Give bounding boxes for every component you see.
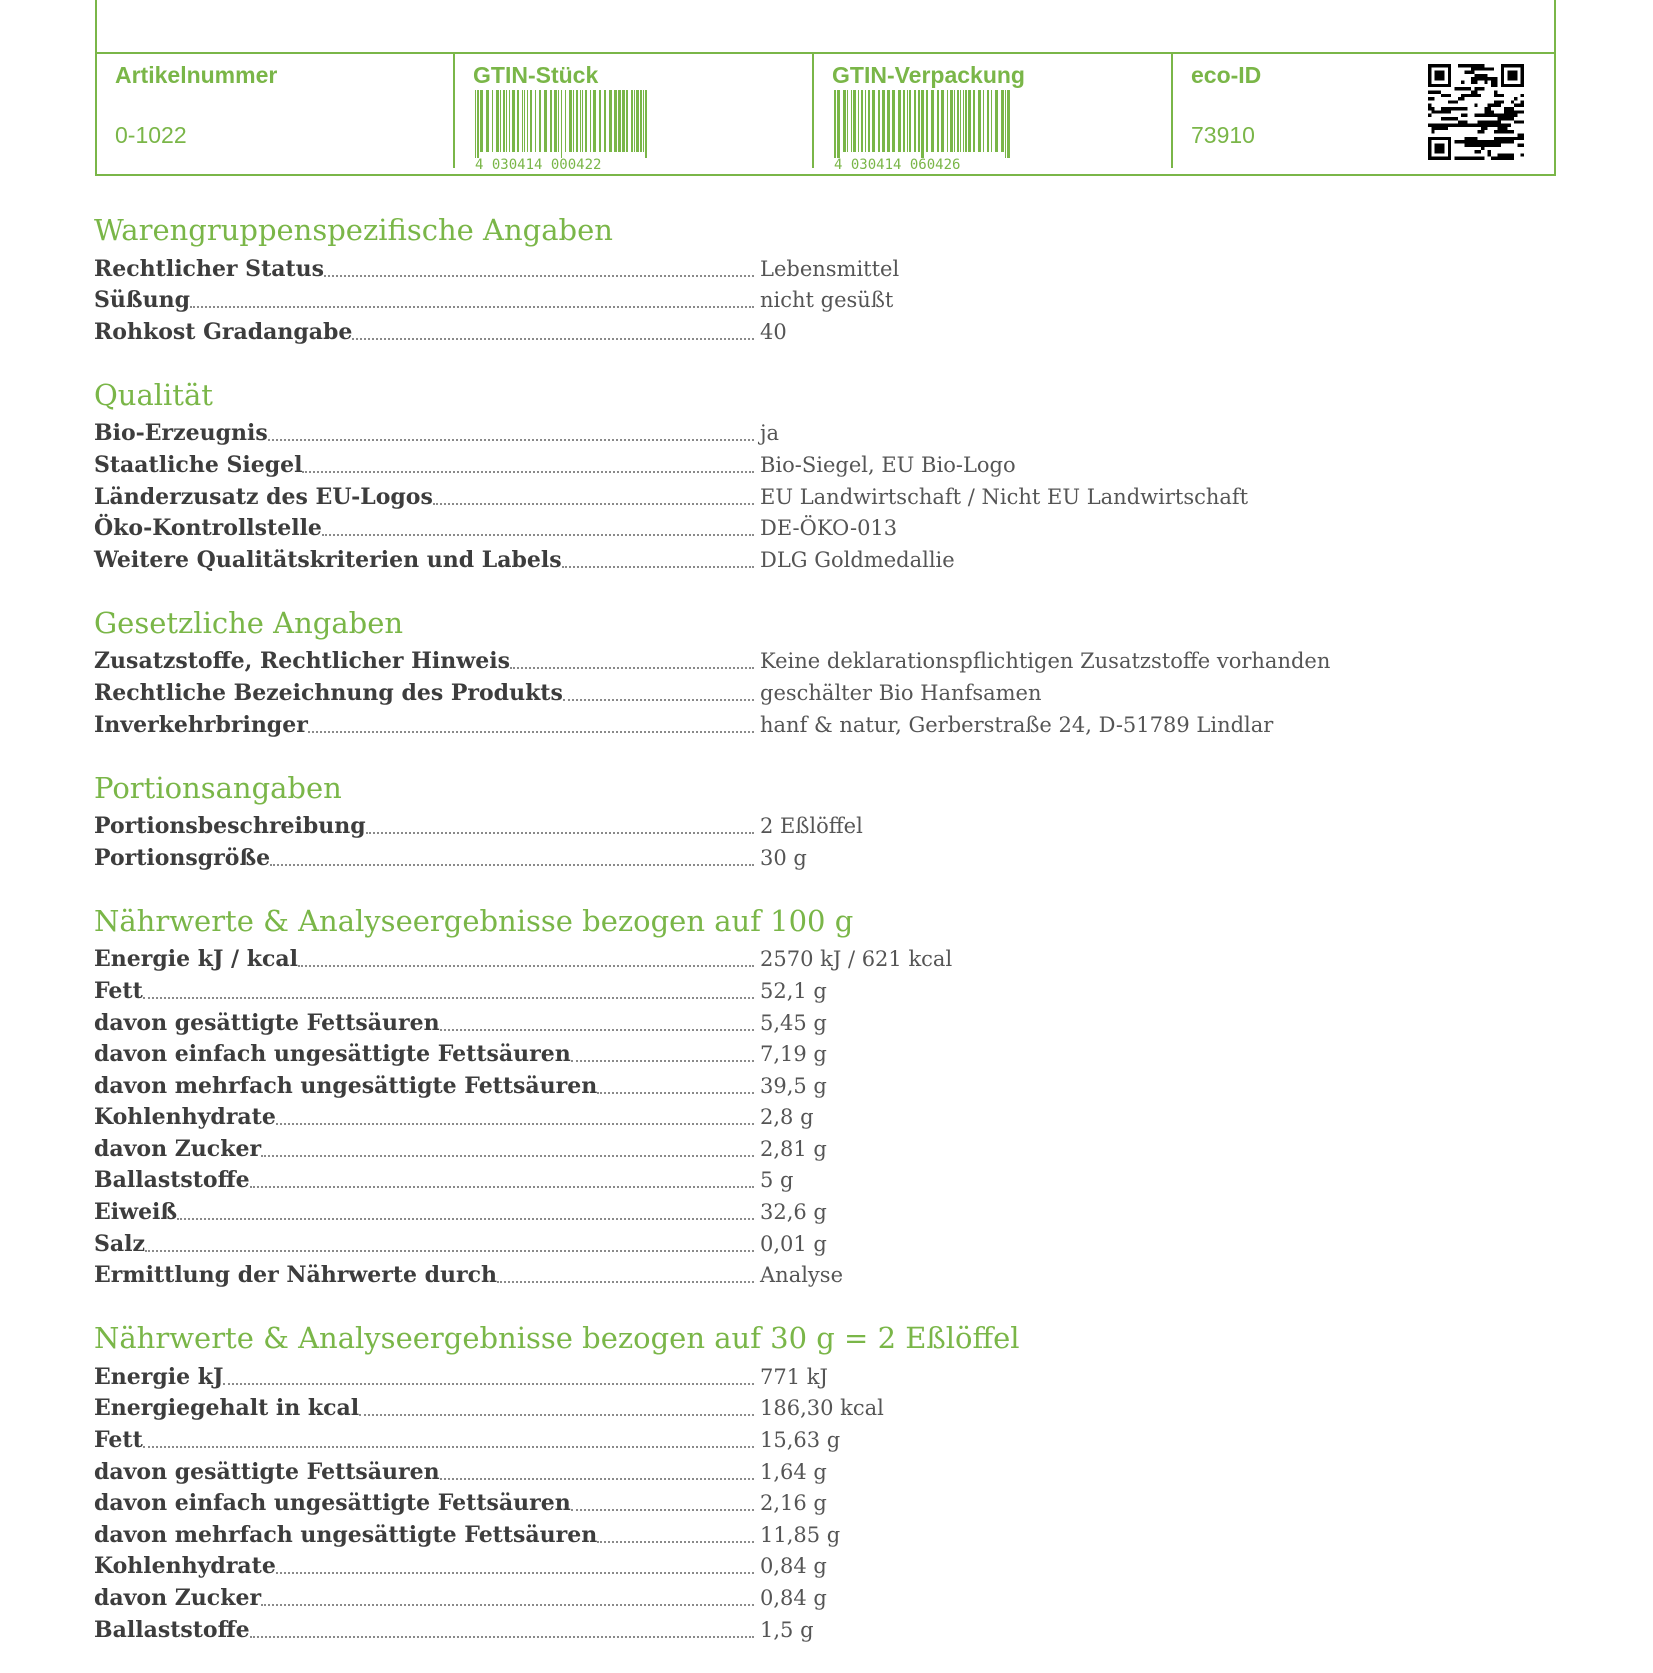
attribute-value: nicht gesüßt	[760, 288, 894, 313]
attribute-label: davon einfach ungesättigte Fettsäuren	[94, 1490, 571, 1517]
attribute-row	[94, 1485, 1514, 1517]
attribute-value: 11,85 g	[760, 1522, 841, 1547]
attribute-label: Süßung	[94, 287, 190, 314]
dot-leader	[440, 1028, 754, 1031]
attribute-value: Analyse	[760, 1263, 843, 1288]
dot-leader	[308, 730, 754, 733]
attribute-label: davon gesättigte Fettsäuren	[94, 1009, 440, 1036]
attribute-row	[94, 972, 1514, 1004]
attribute-label-wrap	[94, 420, 760, 446]
attribute-label: Länderzusatz des EU-Logos	[94, 483, 433, 510]
attribute-label-wrap	[94, 319, 760, 345]
attribute-value: 2 Eßlöffel	[760, 814, 863, 839]
attribute-label: Zusatzstoffe, Rechtlicher Hinweis	[94, 648, 510, 675]
attribute-row	[94, 706, 1514, 738]
section	[94, 1318, 1514, 1642]
ecoid-value: 73910	[1191, 122, 1255, 148]
attribute-label-wrap	[94, 484, 760, 510]
attribute-label: davon mehrfach ungesättigte Fettsäuren	[94, 1072, 598, 1099]
dot-leader	[324, 274, 754, 277]
section-title: Nährwerte & Analyseergebnisse bezogen auf 30 g = 2 Eßlöffel	[94, 1321, 1020, 1356]
attribute-label: Kohlenhydrate	[94, 1553, 276, 1580]
artikelnummer-cell	[97, 54, 455, 168]
gtin-stueck-number: 4 030414 000422	[475, 157, 602, 172]
attribute-label-wrap	[94, 1104, 760, 1130]
attribute-value: 39,5 g	[760, 1073, 827, 1098]
dot-leader	[302, 470, 754, 473]
attribute-label: Rechtliche Bezeichnung des Produkts	[94, 679, 563, 706]
dot-leader	[298, 964, 754, 967]
ecoid-label: eco-ID	[1191, 62, 1262, 88]
attribute-row	[94, 1421, 1514, 1453]
section-title: Nährwerte & Analyseergebnisse bezogen auf 100 g	[94, 903, 854, 938]
section	[94, 375, 1514, 573]
attribute-label-wrap	[94, 1167, 760, 1193]
attribute-value: 15,63 g	[760, 1428, 841, 1453]
dot-leader	[276, 1122, 754, 1125]
attribute-row	[94, 510, 1514, 542]
attribute-label: Energie kJ / kcal	[94, 946, 299, 973]
attribute-label: davon mehrfach ungesättigte Fettsäuren	[94, 1521, 598, 1548]
attribute-label-wrap	[94, 1364, 760, 1390]
attribute-label-wrap	[94, 1459, 760, 1485]
qr-code-icon	[1428, 64, 1524, 160]
attribute-label: Eiweiß	[94, 1199, 178, 1226]
section-title: Qualität	[94, 377, 213, 412]
section	[94, 603, 1514, 738]
gtin-verpackung-number: 4 030414 060426	[834, 157, 961, 172]
attribute-label-wrap	[94, 1199, 760, 1225]
attribute-value: ja	[760, 421, 780, 446]
dot-leader	[433, 502, 754, 505]
attribute-label-wrap	[94, 978, 760, 1004]
attribute-label-wrap	[94, 515, 760, 541]
attribute-value: DE-ÖKO-013	[760, 516, 898, 541]
attribute-row	[94, 282, 1514, 314]
dot-leader	[562, 565, 754, 568]
dot-leader	[261, 1154, 754, 1157]
dot-leader	[143, 1445, 754, 1448]
attribute-label: Inverkehrbringer	[94, 711, 308, 738]
attribute-row	[94, 674, 1514, 706]
dot-leader	[359, 1413, 754, 1416]
attribute-label-wrap	[94, 547, 760, 573]
attribute-row	[94, 1067, 1514, 1099]
dot-leader	[510, 666, 754, 669]
attribute-label-wrap	[94, 1136, 760, 1162]
attribute-label: Energie kJ	[94, 1363, 224, 1390]
attribute-label: Öko-Kontrollstelle	[94, 515, 322, 542]
attribute-label: davon Zucker	[94, 1585, 262, 1611]
attribute-label: Ballaststoffe	[94, 1167, 250, 1194]
attribute-row	[94, 541, 1514, 573]
attribute-label-wrap	[94, 648, 760, 674]
attribute-label-wrap	[94, 712, 760, 738]
attribute-value: hanf & natur, Gerberstraße 24, D-51789 Lindlar	[760, 712, 1274, 737]
attribute-label: Ballaststoffe	[94, 1616, 250, 1643]
dot-leader	[223, 1382, 754, 1385]
dot-leader	[571, 1059, 754, 1062]
attribute-row	[94, 1099, 1514, 1131]
attribute-value: 40	[760, 319, 787, 344]
dot-leader	[270, 863, 754, 866]
attribute-value: 186,30 kcal	[760, 1396, 884, 1421]
attribute-label-wrap	[94, 256, 760, 282]
dot-leader	[268, 438, 754, 441]
product-header	[95, 0, 1556, 176]
attribute-label-wrap	[94, 1490, 760, 1516]
attribute-value: Keine deklarationspflichtigen Zusatzstoffe vorhanden	[760, 649, 1331, 674]
gtin-verpackung-barcode	[832, 90, 1012, 172]
attribute-row	[94, 1390, 1514, 1422]
dot-leader	[366, 831, 754, 834]
attribute-label-wrap	[94, 946, 760, 972]
attribute-label: davon einfach ungesättigte Fettsäuren	[94, 1041, 571, 1068]
dot-leader	[597, 1540, 754, 1543]
attribute-row	[94, 1516, 1514, 1548]
dot-leader	[563, 698, 754, 701]
attribute-row	[94, 1225, 1514, 1257]
dot-leader	[322, 533, 754, 536]
attribute-value: 2570 kJ / 621 kcal	[760, 947, 953, 972]
attribute-label: Fett	[94, 977, 143, 1004]
attribute-row	[94, 808, 1514, 840]
attribute-value: 32,6 g	[760, 1200, 827, 1225]
attribute-label: Staatliche Siegel	[94, 451, 303, 478]
dot-leader	[440, 1477, 754, 1480]
dot-leader	[276, 1571, 754, 1574]
attribute-row	[94, 941, 1514, 973]
attribute-label: Rohkost Gradangabe	[94, 318, 353, 345]
gtin-stueck-cell	[455, 54, 814, 172]
attribute-label: Ermittlung der Nährwerte durch	[94, 1262, 497, 1289]
dot-leader	[190, 305, 754, 308]
attribute-value: geschälter Bio Hanfsamen	[760, 680, 1042, 705]
dot-leader	[250, 1185, 754, 1188]
attribute-label-wrap	[94, 1073, 760, 1099]
attribute-row	[94, 1036, 1514, 1068]
attribute-label: Bio-Erzeugnis	[94, 420, 268, 447]
attribute-value: DLG Goldmedallie	[760, 547, 955, 572]
gtin-verpackung-cell	[814, 54, 1173, 172]
dot-leader	[571, 1508, 754, 1511]
section-title: Gesetzliche Angaben	[94, 605, 404, 640]
attribute-row	[94, 1130, 1514, 1162]
attribute-value: 2,16 g	[760, 1491, 827, 1516]
dot-leader	[352, 337, 754, 340]
attribute-value: 771 kJ	[760, 1364, 828, 1389]
attribute-row	[94, 1358, 1514, 1390]
attribute-value: 5,45 g	[760, 1010, 827, 1035]
attribute-label-wrap	[94, 1427, 760, 1453]
attribute-value: 5 g	[760, 1168, 794, 1193]
section	[94, 901, 1514, 1289]
header-row	[97, 52, 1554, 174]
section-title: Portionsangaben	[94, 770, 342, 805]
attribute-row	[94, 415, 1514, 447]
ecoid-cell	[1173, 54, 1554, 168]
dot-leader	[261, 1603, 754, 1606]
attribute-row	[94, 1257, 1514, 1289]
attribute-row	[94, 1548, 1514, 1580]
attribute-row	[94, 1162, 1514, 1194]
attribute-label-wrap	[94, 1010, 760, 1036]
attribute-label-wrap	[94, 287, 760, 313]
attribute-label: Salz	[94, 1230, 145, 1257]
attribute-value: 7,19 g	[760, 1042, 827, 1067]
attribute-row	[94, 1579, 1514, 1611]
attribute-label-wrap	[94, 1553, 760, 1579]
attribute-label-wrap	[94, 1585, 760, 1611]
attribute-value: 52,1 g	[760, 978, 827, 1003]
attribute-label-wrap	[94, 452, 760, 478]
attribute-value: 30 g	[760, 845, 807, 870]
attribute-label-wrap	[94, 1617, 760, 1643]
section	[94, 768, 1514, 871]
attribute-row	[94, 313, 1514, 345]
attribute-label: Energiegehalt in kcal	[94, 1395, 360, 1422]
attribute-label-wrap	[94, 1522, 760, 1548]
attribute-value: 0,01 g	[760, 1231, 827, 1256]
attribute-label-wrap	[94, 1231, 760, 1257]
attribute-label: Portionsgröße	[94, 844, 271, 871]
section-title: Warengruppenspezifische Angaben	[94, 213, 613, 247]
attribute-value: 1,64 g	[760, 1459, 827, 1484]
attribute-value: Bio-Siegel, EU Bio-Logo	[760, 452, 1016, 477]
artikelnummer-value: 0-1022	[115, 122, 187, 148]
attribute-label-wrap	[94, 813, 760, 839]
attribute-row	[94, 1611, 1514, 1643]
dot-leader	[597, 1091, 754, 1094]
attribute-value: Lebensmittel	[760, 256, 900, 281]
section	[94, 210, 1514, 345]
dot-leader	[250, 1635, 754, 1638]
attribute-value: 0,84 g	[760, 1586, 827, 1610]
attribute-row	[94, 446, 1514, 478]
gtin-stueck-label: GTIN-Stück	[473, 62, 599, 88]
dot-leader	[143, 996, 754, 999]
attribute-label: Portionsbeschreibung	[94, 813, 366, 840]
attribute-row	[94, 1004, 1514, 1036]
attribute-label: Kohlenhydrate	[94, 1104, 276, 1131]
attribute-value: 1,5 g	[760, 1617, 814, 1642]
artikelnummer-label: Artikelnummer	[115, 62, 278, 88]
attribute-label-wrap	[94, 1041, 760, 1067]
dot-leader	[177, 1217, 754, 1220]
attribute-label: davon gesättigte Fettsäuren	[94, 1458, 440, 1485]
attribute-row	[94, 839, 1514, 871]
attribute-value: EU Landwirtschaft / Nicht EU Landwirtschaft	[760, 484, 1249, 509]
attribute-label-wrap	[94, 680, 760, 706]
gtin-stueck-barcode	[473, 90, 653, 172]
attribute-row	[94, 250, 1514, 282]
attribute-label-wrap	[94, 845, 760, 871]
attribute-label: davon Zucker	[94, 1135, 262, 1162]
attribute-value: 0,84 g	[760, 1554, 827, 1579]
attribute-value: 2,81 g	[760, 1136, 827, 1161]
gtin-verpackung-label: GTIN-Verpackung	[832, 62, 1025, 88]
attribute-label: Fett	[94, 1427, 143, 1454]
dot-leader	[145, 1249, 754, 1252]
attribute-label-wrap	[94, 1262, 760, 1288]
attribute-label: Weitere Qualitätskriterien und Labels	[94, 546, 562, 573]
attribute-row	[94, 643, 1514, 675]
dot-leader	[497, 1280, 754, 1283]
attribute-label: Rechtlicher Status	[94, 255, 325, 282]
product-datasheet	[94, 210, 1514, 1673]
attribute-value: 2,8 g	[760, 1105, 814, 1130]
attribute-row	[94, 1193, 1514, 1225]
attribute-row	[94, 1453, 1514, 1485]
attribute-row	[94, 478, 1514, 510]
attribute-label-wrap	[94, 1395, 760, 1421]
